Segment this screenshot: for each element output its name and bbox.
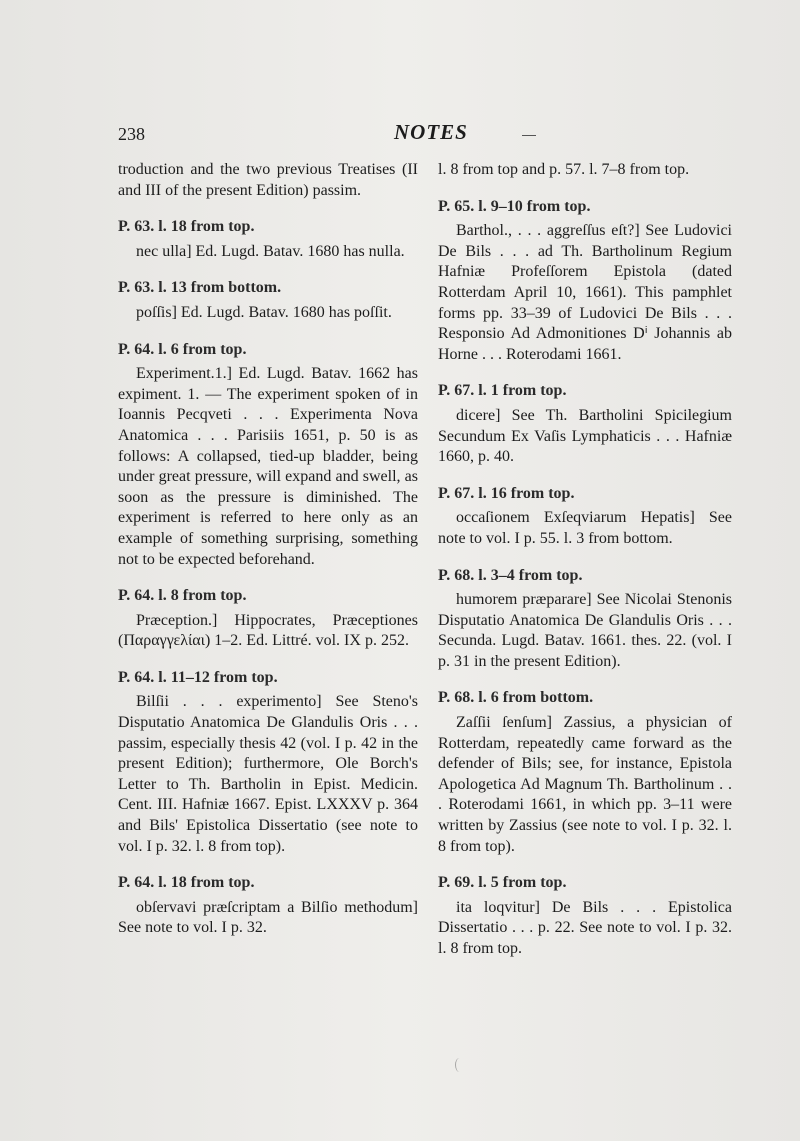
left-column [118, 160, 418, 955]
note [118, 668, 418, 857]
note [438, 873, 732, 959]
note-reference: P. 63. l. 13 from bottom. [118, 279, 282, 297]
note-text: Præception.] Hippocrates, Præceptiones (Παραγγελίαι) 1–2. Ed. Littré. vol. IX p. 252. [118, 611, 418, 650]
note [438, 381, 732, 467]
running-head: NOTES [394, 120, 468, 144]
page-number: 238 [118, 124, 145, 144]
note-reference: P. 64. l. 11–12 from top. [118, 668, 278, 686]
note [118, 873, 418, 939]
note-text: obſervavi præſcriptam a Bilſio methodum] See note to vol. I p. 32. [118, 898, 418, 937]
note-text: Zaſſii ſenſum] Zassius, a physician of Rotterdam, repeatedly came forward as the defender of Bils; see, for instance, Epistola Apologetica Ad Magnum Th. Bartholinum . . . Roterodami 1661, in which pp. 3–11 were written by Zassius (see note to vol. I p. 32. l. 8 from top). [438, 714, 732, 855]
note [438, 566, 732, 673]
continuation-text: troduction and the two previous Treatises (II and III of the present Edition) passim. [118, 161, 418, 199]
note-reference: P. 67. l. 16 from top. [438, 484, 575, 502]
note-reference: P. 69. l. 5 from top. [438, 874, 567, 892]
note-reference: P. 63. l. 18 from top. [118, 218, 255, 236]
note-text: humorem præparare] See Nicolai Stenonis Disputatio Anatomica De Glandulis Oris . . . Secunda. Lugd. Batav. 1661. thes. 22. (vol. I p. 31 in the present Edition). [438, 591, 732, 670]
note [438, 484, 732, 550]
note [118, 278, 418, 323]
note [438, 197, 732, 366]
page-header [118, 120, 572, 150]
note-reference: P. 65. l. 9–10 from top. [438, 197, 591, 215]
continuation-text: l. 8 from top and p. 57. l. 7–8 from top. [438, 161, 690, 178]
pencil-mark [455, 1058, 464, 1072]
note-reference: P. 68. l. 3–4 from top. [438, 566, 583, 584]
right-column [438, 160, 732, 976]
note-text: dicere] See Th. Bartholini Spicilegium Secundum Ex Vaſis Lymphaticis . . . Hafniæ 1660, p. 40. [438, 406, 732, 466]
note [118, 340, 418, 571]
note-reference: P. 64. l. 18 from top. [118, 874, 255, 892]
note-text: nec ulla] Ed. Lugd. Batav. 1680 has nulla. [136, 242, 405, 260]
note [438, 688, 732, 857]
note-reference: P. 68. l. 6 from bottom. [438, 689, 594, 707]
note-text: occaſionem Exſeqviarum Hepatis] See note to vol. I p. 55. l. 3 from bottom. [438, 509, 732, 547]
note-text: ita loqvitur] De Bils . . . Epistolica Dissertatio . . . p. 22. See note to vol. I p. 32. l. 8 from top. [438, 898, 732, 957]
note-reference: P. 67. l. 1 from top. [438, 382, 567, 400]
note-text: Barthol., . . . aggreſſus eſt?] See Ludovici De Bils . . . ad Th. Bartholinum Regium Hafniæ Profeſſorem Epistola (dated Rotterdam April 10, 1661). This pamphlet forms pp. 33–39 of Ludovici De Bils . . . Responsio Ad Admonitiones Dⁱ Johannis ab Horne . . . Roterodami 1661. [438, 222, 732, 363]
note-text: Bilſii . . . experimento] See Steno's Disputatio Anatomica De Glandulis Oris . . . passim, especially thesis 42 (vol. I p. 42 in the present Edition); furthermore, Ole Borch's Letter to Th. Bartholin in Epist. Medicin. Cent. III. Hafniæ 1667. Epist. LXXXV p. 364 and Bils' Epistolica Dissertatio (see note to vol. I p. 32. l. 8 from top). [118, 693, 418, 855]
note [118, 217, 418, 262]
note-text: Experiment.1.] Ed. Lugd. Batav. 1662 has expiment. 1. — The experiment spoken of in Ioannis Pecqveti . . . Experimenta Nova Anatomica . . . Parisiis 1651, p. 50 is as follows: A collapsed, tied-up bladder, being under great pressure, will expand and swell, as soon as the pressure is diminished. The experiment is referred to here only as an example of something surprising, something not to be expected beforehand. [118, 365, 418, 568]
note-text: poſſis] Ed. Lugd. Batav. 1680 has poſſit. [136, 303, 392, 321]
note-reference: P. 64. l. 6 from top. [118, 340, 247, 358]
header-rule [522, 135, 536, 136]
note [118, 586, 418, 652]
note-reference: P. 64. l. 8 from top. [118, 587, 247, 605]
